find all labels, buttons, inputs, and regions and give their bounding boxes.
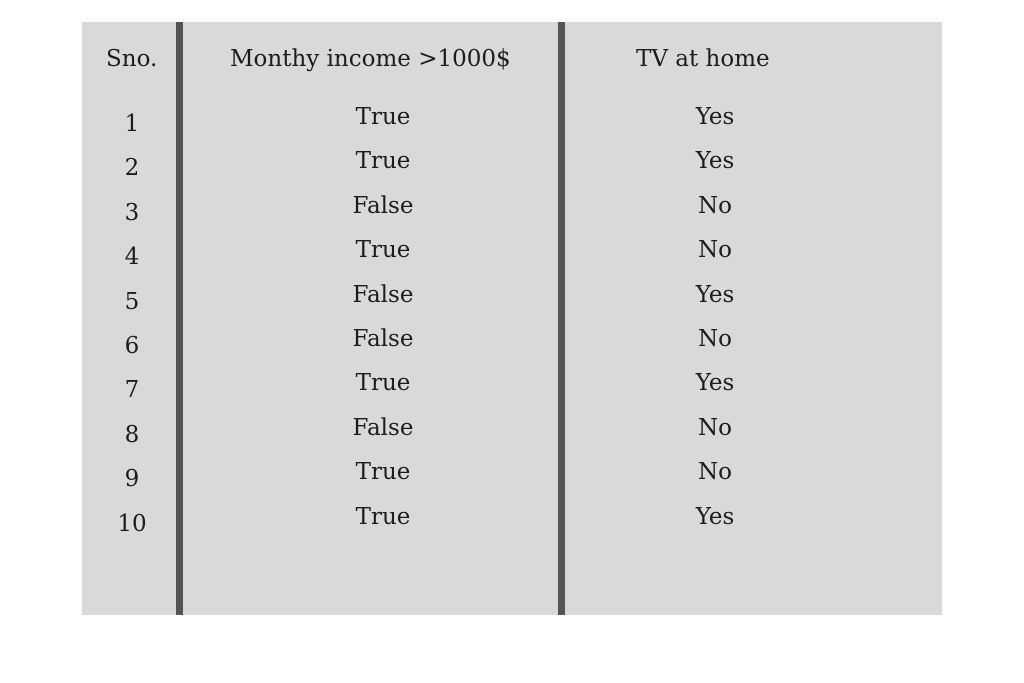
cell-income: True (355, 237, 411, 264)
cell-tv: No (698, 325, 732, 352)
table-row (82, 233, 942, 277)
cell-tv: Yes (695, 503, 735, 530)
table-row (82, 144, 942, 188)
cell-income: False (352, 414, 414, 441)
cell-income: True (355, 104, 411, 130)
cell-tv: Yes (695, 281, 735, 308)
header-monthly-income: Monthy income >1000$ (230, 46, 511, 72)
table-row (82, 366, 942, 410)
cell-tv: No (698, 459, 732, 486)
cell-income: False (352, 192, 414, 219)
cell-sno: 7 (124, 377, 140, 404)
table-row (82, 278, 942, 322)
table-row (82, 411, 942, 455)
table-row (82, 322, 942, 366)
cell-sno: 3 (124, 199, 140, 226)
table-row (82, 500, 942, 544)
cell-sno: 5 (124, 288, 140, 315)
cell-sno: 10 (117, 510, 147, 537)
table-row (82, 189, 942, 233)
cell-sno: 6 (124, 332, 140, 359)
cell-tv: No (698, 237, 732, 264)
data-table (82, 22, 942, 615)
cell-sno: 1 (124, 111, 140, 137)
header-sno: Sno. (106, 46, 158, 72)
cell-income: True (355, 503, 411, 530)
cell-sno: 4 (124, 244, 140, 271)
cell-income: True (355, 148, 411, 175)
table-body (82, 100, 942, 544)
cell-sno: 2 (124, 155, 140, 182)
cell-tv: Yes (695, 148, 735, 175)
cell-sno: 9 (124, 466, 140, 493)
cell-sno: 8 (124, 421, 140, 448)
cell-income: True (355, 459, 411, 486)
cell-tv: No (698, 414, 732, 441)
table-row (82, 455, 942, 499)
table-row (82, 100, 942, 144)
cell-tv: Yes (695, 370, 735, 397)
cell-income: False (352, 325, 414, 352)
cell-tv: Yes (695, 104, 735, 130)
cell-income: True (355, 370, 411, 397)
cell-income: False (352, 281, 414, 308)
header-tv-at-home: TV at home (636, 46, 770, 72)
cell-tv: No (698, 192, 732, 219)
